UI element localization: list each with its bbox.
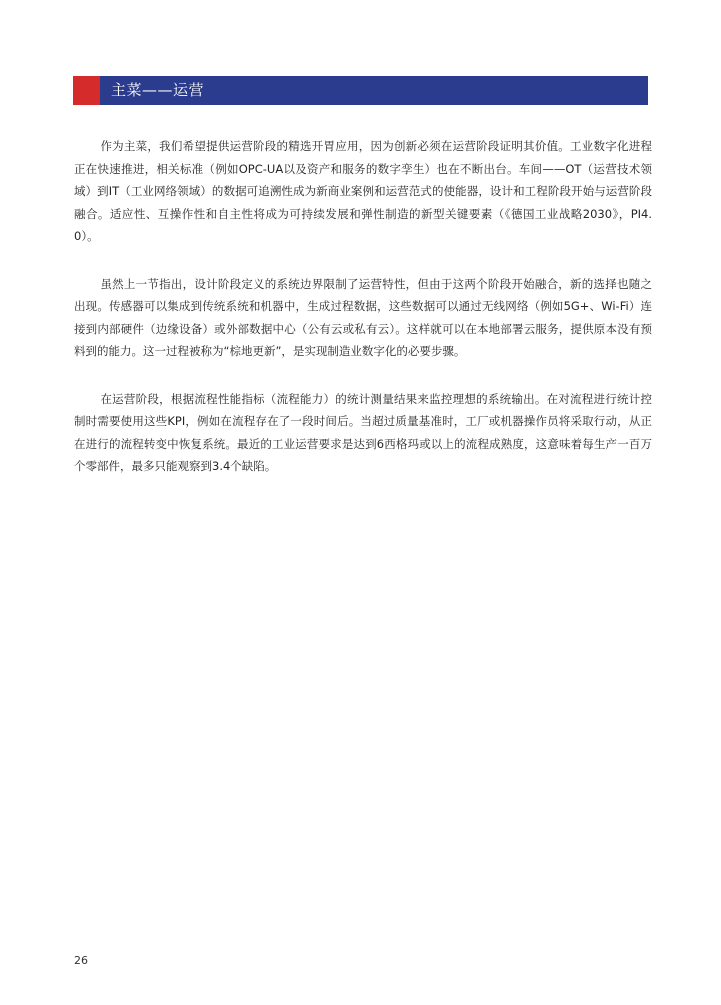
paragraph-3: 在运营阶段，根据流程性能指标（流程能力）的统计测量结果来监控理想的系统输出。在对流程进行统计控制时需要使用这些KPI，例如在流程存在了一段时间后。当超过质量基准时，工厂或机器操作员将采取行动，从正在进行的流程转变中恢复系统。最近的工业运营要求是达到6西格玛或以上的流程成熟度，这意味着每生产一百万个零部件，最多只能观察到3.4个缺陷。: [74, 391, 652, 473]
page-number: 26: [74, 954, 88, 967]
paragraph-2: 虽然上一节指出，设计阶段定义的系统边界限制了运营特性，但由于这两个阶段开始融合，新的选择也随之出现。传感器可以集成到传统系统和机器中，生成过程数据，这些数据可以通过无线网络（例如5G+、Wi-Fi）连接到内部硬件（边缘设备）或外部数据中心（公有云或私有云）。这样就可以在本地部署云服务，提供原本没有预料到的能力。这一过程被称为“棕地更新”，是实现制造业数字化的必要步骤。: [74, 276, 652, 358]
section-title: 主菜——运营: [100, 76, 648, 105]
header-accent-block: [73, 76, 100, 105]
paragraph-1: 作为主菜，我们希望提供运营阶段的精选开胃应用，因为创新必须在运营阶段证明其价值。工业数字化进程正在快速推进，相关标准（例如OPC-UA以及资产和服务的数字孪生）也在不断出台。车间——OT（运营技术领域）到IT（工业网络领域）的数据可追溯性成为新商业案例和运营范式的使能器，设计和工程阶段开始与运营阶段融合。适应性、互操作性和自主性将成为可持续发展和弹性制造的新型关键要素（《德国工业战略2030》，PI4.0）。: [74, 139, 652, 243]
section-header: [73, 76, 648, 105]
body-content: [74, 135, 652, 503]
